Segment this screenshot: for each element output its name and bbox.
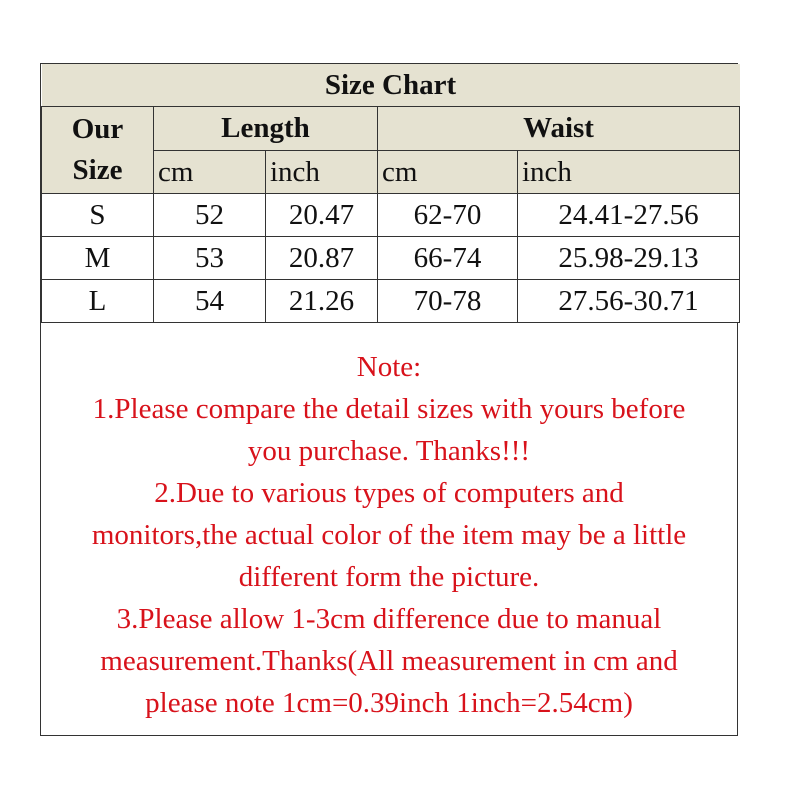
waist-inch-cell: 25.98-29.13 — [518, 237, 740, 280]
length-inch-cell: 21.26 — [266, 280, 378, 323]
note-section — [41, 325, 737, 735]
our-size-header-line2: Size — [72, 154, 123, 186]
length-cm-cell: 52 — [154, 194, 266, 237]
unit-waist-inch: inch — [518, 151, 740, 194]
note-line: you purchase. Thanks!!! — [247, 435, 531, 467]
length-inch-cell: 20.47 — [266, 194, 378, 237]
length-inch-cell: 20.87 — [266, 237, 378, 280]
unit-length-cm: cm — [154, 151, 266, 194]
length-cm-cell: 54 — [154, 280, 266, 323]
waist-header: Waist — [378, 107, 740, 151]
table-row — [42, 280, 740, 323]
size-cell: L — [42, 280, 154, 323]
waist-cm-cell: 62-70 — [378, 194, 518, 237]
waist-inch-cell: 24.41-27.56 — [518, 194, 740, 237]
unit-length-inch: inch — [266, 151, 378, 194]
size-cell: M — [42, 237, 154, 280]
note-line: monitors,the actual color of the item may be a little — [91, 519, 687, 551]
length-header: Length — [154, 107, 378, 151]
note-line: please note 1cm=0.39inch 1inch=2.54cm) — [145, 687, 633, 719]
unit-waist-cm: cm — [378, 151, 518, 194]
waist-cm-cell: 66-74 — [378, 237, 518, 280]
note-line: 3.Please allow 1-3cm difference due to manual — [116, 603, 662, 635]
note-line: measurement.Thanks(All measurement in cm and — [100, 645, 678, 677]
waist-cm-cell: 70-78 — [378, 280, 518, 323]
our-size-header — [42, 107, 154, 194]
waist-inch-cell: 27.56-30.71 — [518, 280, 740, 323]
size-table — [41, 64, 740, 323]
size-cell: S — [42, 194, 154, 237]
chart-title: Size Chart — [42, 64, 740, 107]
note-heading: Note: — [356, 351, 422, 383]
length-cm-cell: 53 — [154, 237, 266, 280]
note-line: different form the picture. — [238, 561, 540, 593]
size-chart — [40, 63, 738, 736]
table-row — [42, 237, 740, 280]
table-row — [42, 194, 740, 237]
note-line: 2.Due to various types of computers and — [154, 477, 624, 509]
note-line: 1.Please compare the detail sizes with yours before — [92, 393, 686, 425]
our-size-header-line1: Our — [71, 112, 124, 145]
